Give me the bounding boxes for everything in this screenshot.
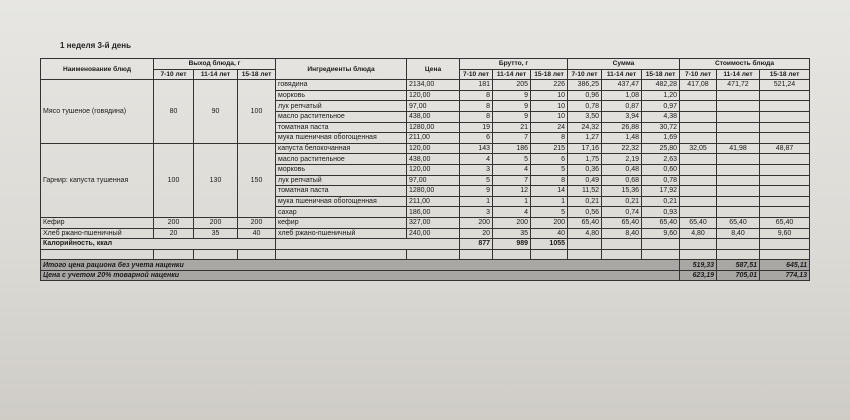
ingredient-brutto: 9: [460, 186, 493, 197]
empty-cell: [717, 154, 760, 165]
ingredient-price: 186,00: [407, 207, 460, 218]
total-row: [41, 260, 810, 271]
ingredient-price: 2134,00: [407, 80, 460, 91]
ingredient-sum: 30,72: [642, 122, 680, 133]
empty-cell: [642, 239, 680, 250]
ingredient-price: 1280,00: [407, 186, 460, 197]
ingredient-sum: 1,20: [642, 90, 680, 101]
ingredient-brutto: 19: [460, 122, 493, 133]
ingredient-brutto: 4: [493, 164, 531, 175]
dish-cost: 521,24: [760, 80, 810, 91]
ingredient-brutto: 40: [531, 228, 568, 239]
ingredient-price: 97,00: [407, 101, 460, 112]
ingredient-sum: 386,25: [568, 80, 602, 91]
ingredient-sum: 1,27: [568, 133, 602, 144]
ingredient-brutto: 9: [493, 101, 531, 112]
dish-cost: 32,05: [680, 143, 717, 154]
ingredient-name: лук репчатый: [276, 101, 407, 112]
empty-cell: [760, 196, 810, 207]
ingredient-brutto: 5: [531, 164, 568, 175]
ingredient-price: 211,00: [407, 196, 460, 207]
ingredient-price: 438,00: [407, 111, 460, 122]
ingredient-sum: 0,60: [642, 164, 680, 175]
dish-output: 130: [194, 143, 238, 217]
dish-cost: 65,40: [680, 217, 717, 228]
age-header: 7-10 лет: [680, 69, 717, 80]
age-header: 11-14 лет: [717, 69, 760, 80]
empty-cell: [194, 249, 238, 260]
ingredient-brutto: 215: [531, 143, 568, 154]
dish-output: 200: [194, 217, 238, 228]
empty-cell: [680, 175, 717, 186]
ingredient-sum: 65,40: [602, 217, 642, 228]
table-row: [41, 143, 810, 154]
ingredient-price: 1280,00: [407, 122, 460, 133]
ingredient-name: капуста белокочанная: [276, 143, 407, 154]
ingredient-sum: 437,47: [602, 80, 642, 91]
ingredient-brutto: 1: [460, 196, 493, 207]
table-row: [41, 80, 810, 91]
dish-cost: 9,60: [760, 228, 810, 239]
ingredient-name: томатная паста: [276, 122, 407, 133]
ingredient-sum: 17,16: [568, 143, 602, 154]
empty-cell: [760, 164, 810, 175]
dish-cost: 65,40: [760, 217, 810, 228]
dish-name: Хлеб ржано-пшеничный: [41, 228, 154, 239]
ingredient-brutto: 143: [460, 143, 493, 154]
empty-cell: [760, 90, 810, 101]
ingredient-brutto: 3: [460, 164, 493, 175]
empty-cell: [680, 186, 717, 197]
blank-row: [41, 249, 810, 260]
ingredient-sum: 24,32: [568, 122, 602, 133]
col-brutto: Брутто, г: [460, 59, 568, 70]
ingredient-sum: 0,78: [642, 175, 680, 186]
dish-output: 100: [154, 143, 194, 217]
ingredient-name: мука пшеничная обогощенная: [276, 196, 407, 207]
table-body: [41, 80, 810, 281]
empty-cell: [680, 101, 717, 112]
ingredient-sum: 0,96: [568, 90, 602, 101]
empty-cell: [717, 122, 760, 133]
ingredient-brutto: 4: [493, 207, 531, 218]
empty-cell: [460, 249, 493, 260]
ingredient-sum: 3,50: [568, 111, 602, 122]
col-price: Цена: [407, 59, 460, 80]
ingredient-sum: 65,40: [642, 217, 680, 228]
ingredient-sum: 4,80: [568, 228, 602, 239]
ingredient-brutto: 1: [531, 196, 568, 207]
dish-cost: 65,40: [717, 217, 760, 228]
ingredient-brutto: 1: [493, 196, 531, 207]
dish-name: Кефир: [41, 217, 154, 228]
total-value: 623,19: [680, 270, 717, 281]
age-header: 7-10 лет: [460, 69, 493, 80]
ingredient-brutto: 6: [531, 154, 568, 165]
empty-cell: [717, 249, 760, 260]
age-header: 11-14 лет: [493, 69, 531, 80]
empty-cell: [680, 111, 717, 122]
empty-cell: [680, 239, 717, 250]
col-ingredients: Ингредиенты блюда: [276, 59, 407, 80]
col-output: Выход блюда, г: [154, 59, 276, 70]
ingredient-name: масло растительное: [276, 154, 407, 165]
ingredient-sum: 0,87: [602, 101, 642, 112]
ingredient-sum: 15,36: [602, 186, 642, 197]
ingredient-sum: 0,56: [568, 207, 602, 218]
ingredient-name: масло растительное: [276, 111, 407, 122]
ingredient-sum: 17,92: [642, 186, 680, 197]
dish-cost: 4,80: [680, 228, 717, 239]
empty-cell: [760, 101, 810, 112]
age-header: 15-18 лет: [531, 69, 568, 80]
empty-cell: [680, 207, 717, 218]
empty-cell: [602, 249, 642, 260]
ingredient-sum: 0,21: [642, 196, 680, 207]
empty-cell: [760, 154, 810, 165]
empty-cell: [717, 164, 760, 175]
calories-value: 877: [460, 239, 493, 250]
empty-cell: [717, 239, 760, 250]
empty-cell: [760, 207, 810, 218]
empty-cell: [717, 101, 760, 112]
ingredient-sum: 2,19: [602, 154, 642, 165]
dish-output: 90: [194, 80, 238, 144]
ingredient-brutto: 10: [531, 111, 568, 122]
ingredient-sum: 1,69: [642, 133, 680, 144]
total-label: Цена с учетом 20% товарной наценки: [41, 270, 680, 281]
ingredient-sum: 4,38: [642, 111, 680, 122]
dish-output: 40: [238, 228, 276, 239]
ingredient-brutto: 6: [460, 133, 493, 144]
ingredient-price: 120,00: [407, 164, 460, 175]
ingredient-brutto: 21: [493, 122, 531, 133]
ingredient-sum: 22,32: [602, 143, 642, 154]
empty-cell: [717, 175, 760, 186]
ingredient-brutto: 205: [493, 80, 531, 91]
ingredient-sum: 2,63: [642, 154, 680, 165]
ingredient-name: кефир: [276, 217, 407, 228]
ingredient-sum: 0,36: [568, 164, 602, 175]
ingredient-price: 327,00: [407, 217, 460, 228]
empty-cell: [680, 122, 717, 133]
ingredient-sum: 0,78: [568, 101, 602, 112]
empty-cell: [41, 249, 154, 260]
ingredient-brutto: 9: [493, 111, 531, 122]
ingredient-sum: 65,40: [568, 217, 602, 228]
ingredient-sum: 0,93: [642, 207, 680, 218]
dish-output: 200: [238, 217, 276, 228]
age-header: 11-14 лет: [194, 69, 238, 80]
age-header: 15-18 лет: [760, 69, 810, 80]
dish-output: 150: [238, 143, 276, 217]
calories-value: 989: [493, 239, 531, 250]
ingredient-name: морковь: [276, 164, 407, 175]
empty-cell: [238, 249, 276, 260]
age-header: 15-18 лет: [238, 69, 276, 80]
ingredient-brutto: 10: [531, 101, 568, 112]
dish-output: 100: [238, 80, 276, 144]
empty-cell: [760, 239, 810, 250]
ingredient-name: хлеб ржано-пшеничный: [276, 228, 407, 239]
ingredient-brutto: 4: [460, 154, 493, 165]
empty-cell: [276, 249, 407, 260]
empty-cell: [717, 207, 760, 218]
ingredient-brutto: 14: [531, 186, 568, 197]
ingredient-sum: 482,28: [642, 80, 680, 91]
ingredient-brutto: 8: [460, 90, 493, 101]
ingredient-sum: 0,68: [602, 175, 642, 186]
empty-cell: [154, 249, 194, 260]
dish-cost: 417,08: [680, 80, 717, 91]
ingredient-name: мука пшеничная обогощенная: [276, 133, 407, 144]
ingredient-sum: 1,48: [602, 133, 642, 144]
calories-row: [41, 239, 810, 250]
empty-cell: [717, 90, 760, 101]
dish-output: 35: [194, 228, 238, 239]
ingredient-brutto: 181: [460, 80, 493, 91]
menu-table: [40, 58, 810, 281]
dish-cost: 8,40: [717, 228, 760, 239]
ingredient-sum: 0,21: [602, 196, 642, 207]
col-sum: Сумма: [568, 59, 680, 70]
empty-cell: [602, 239, 642, 250]
age-header: 11-14 лет: [602, 69, 642, 80]
dish-output: 200: [154, 217, 194, 228]
total-value: 645,11: [760, 260, 810, 271]
ingredient-brutto: 200: [531, 217, 568, 228]
ingredient-sum: 0,48: [602, 164, 642, 175]
empty-cell: [760, 186, 810, 197]
ingredient-brutto: 5: [493, 154, 531, 165]
calories-value: 1055: [531, 239, 568, 250]
dish-cost: 471,72: [717, 80, 760, 91]
ingredient-name: говядина: [276, 80, 407, 91]
empty-cell: [680, 133, 717, 144]
ingredient-brutto: 5: [531, 207, 568, 218]
ingredient-brutto: 24: [531, 122, 568, 133]
ingredient-sum: 1,75: [568, 154, 602, 165]
ingredient-brutto: 35: [493, 228, 531, 239]
ingredient-sum: 26,88: [602, 122, 642, 133]
dish-output: 80: [154, 80, 194, 144]
ingredient-brutto: 200: [493, 217, 531, 228]
empty-cell: [568, 249, 602, 260]
empty-cell: [680, 164, 717, 175]
empty-cell: [493, 249, 531, 260]
ingredient-price: 97,00: [407, 175, 460, 186]
ingredient-brutto: 10: [531, 90, 568, 101]
empty-cell: [760, 175, 810, 186]
dish-name: Мясо тушеное (говядина): [41, 80, 154, 144]
ingredient-sum: 0,74: [602, 207, 642, 218]
ingredient-brutto: 5: [460, 175, 493, 186]
ingredient-brutto: 8: [460, 111, 493, 122]
ingredient-name: лук репчатый: [276, 175, 407, 186]
ingredient-brutto: 8: [531, 175, 568, 186]
dish-cost: 48,87: [760, 143, 810, 154]
empty-cell: [642, 249, 680, 260]
total-value: 519,33: [680, 260, 717, 271]
total-label: Итого цена рациона без учета наценки: [41, 260, 680, 271]
ingredient-brutto: 20: [460, 228, 493, 239]
total-value: 587,51: [717, 260, 760, 271]
table-row: [41, 217, 810, 228]
ingredient-sum: 0,21: [568, 196, 602, 207]
total-row: [41, 270, 810, 281]
empty-cell: [680, 249, 717, 260]
ingredient-brutto: 200: [460, 217, 493, 228]
ingredient-price: 211,00: [407, 133, 460, 144]
ingredient-brutto: 186: [493, 143, 531, 154]
empty-cell: [276, 239, 460, 250]
page-heading: 1 неделя 3-й день: [60, 41, 131, 50]
ingredient-brutto: 8: [460, 101, 493, 112]
empty-cell: [760, 249, 810, 260]
ingredient-price: 240,00: [407, 228, 460, 239]
ingredient-brutto: 8: [531, 133, 568, 144]
dish-cost: 41,98: [717, 143, 760, 154]
ingredient-name: сахар: [276, 207, 407, 218]
empty-cell: [680, 90, 717, 101]
ingredient-name: морковь: [276, 90, 407, 101]
empty-cell: [760, 111, 810, 122]
empty-cell: [717, 196, 760, 207]
empty-cell: [407, 249, 460, 260]
ingredient-price: 120,00: [407, 90, 460, 101]
ingredient-price: 438,00: [407, 154, 460, 165]
ingredient-sum: 0,97: [642, 101, 680, 112]
dish-name: Гарнир: капуста тушенная: [41, 143, 154, 217]
ingredient-brutto: 226: [531, 80, 568, 91]
total-value: 705,01: [717, 270, 760, 281]
calories-label: Калорийность, ккал: [41, 239, 276, 250]
ingredient-name: томатная паста: [276, 186, 407, 197]
empty-cell: [680, 154, 717, 165]
empty-cell: [531, 249, 568, 260]
empty-cell: [760, 122, 810, 133]
col-name: Наименование блюд: [41, 59, 154, 80]
ingredient-brutto: 3: [460, 207, 493, 218]
empty-cell: [760, 133, 810, 144]
age-header: 7-10 лет: [154, 69, 194, 80]
ingredient-sum: 3,94: [602, 111, 642, 122]
col-cost: Стоимость блюда: [680, 59, 810, 70]
ingredient-sum: 11,52: [568, 186, 602, 197]
ingredient-price: 120,00: [407, 143, 460, 154]
age-header: 15-18 лет: [642, 69, 680, 80]
ingredient-brutto: 7: [493, 175, 531, 186]
empty-cell: [717, 111, 760, 122]
ingredient-sum: 0,49: [568, 175, 602, 186]
total-value: 774,13: [760, 270, 810, 281]
ingredient-sum: 1,08: [602, 90, 642, 101]
ingredient-brutto: 7: [493, 133, 531, 144]
ingredient-brutto: 12: [493, 186, 531, 197]
age-header: 7-10 лет: [568, 69, 602, 80]
empty-cell: [568, 239, 602, 250]
table-row: [41, 228, 810, 239]
ingredient-sum: 9,60: [642, 228, 680, 239]
ingredient-sum: 25,80: [642, 143, 680, 154]
ingredient-brutto: 9: [493, 90, 531, 101]
empty-cell: [680, 196, 717, 207]
dish-output: 20: [154, 228, 194, 239]
empty-cell: [717, 133, 760, 144]
empty-cell: [717, 186, 760, 197]
ingredient-sum: 8,40: [602, 228, 642, 239]
table-header: [41, 59, 810, 80]
